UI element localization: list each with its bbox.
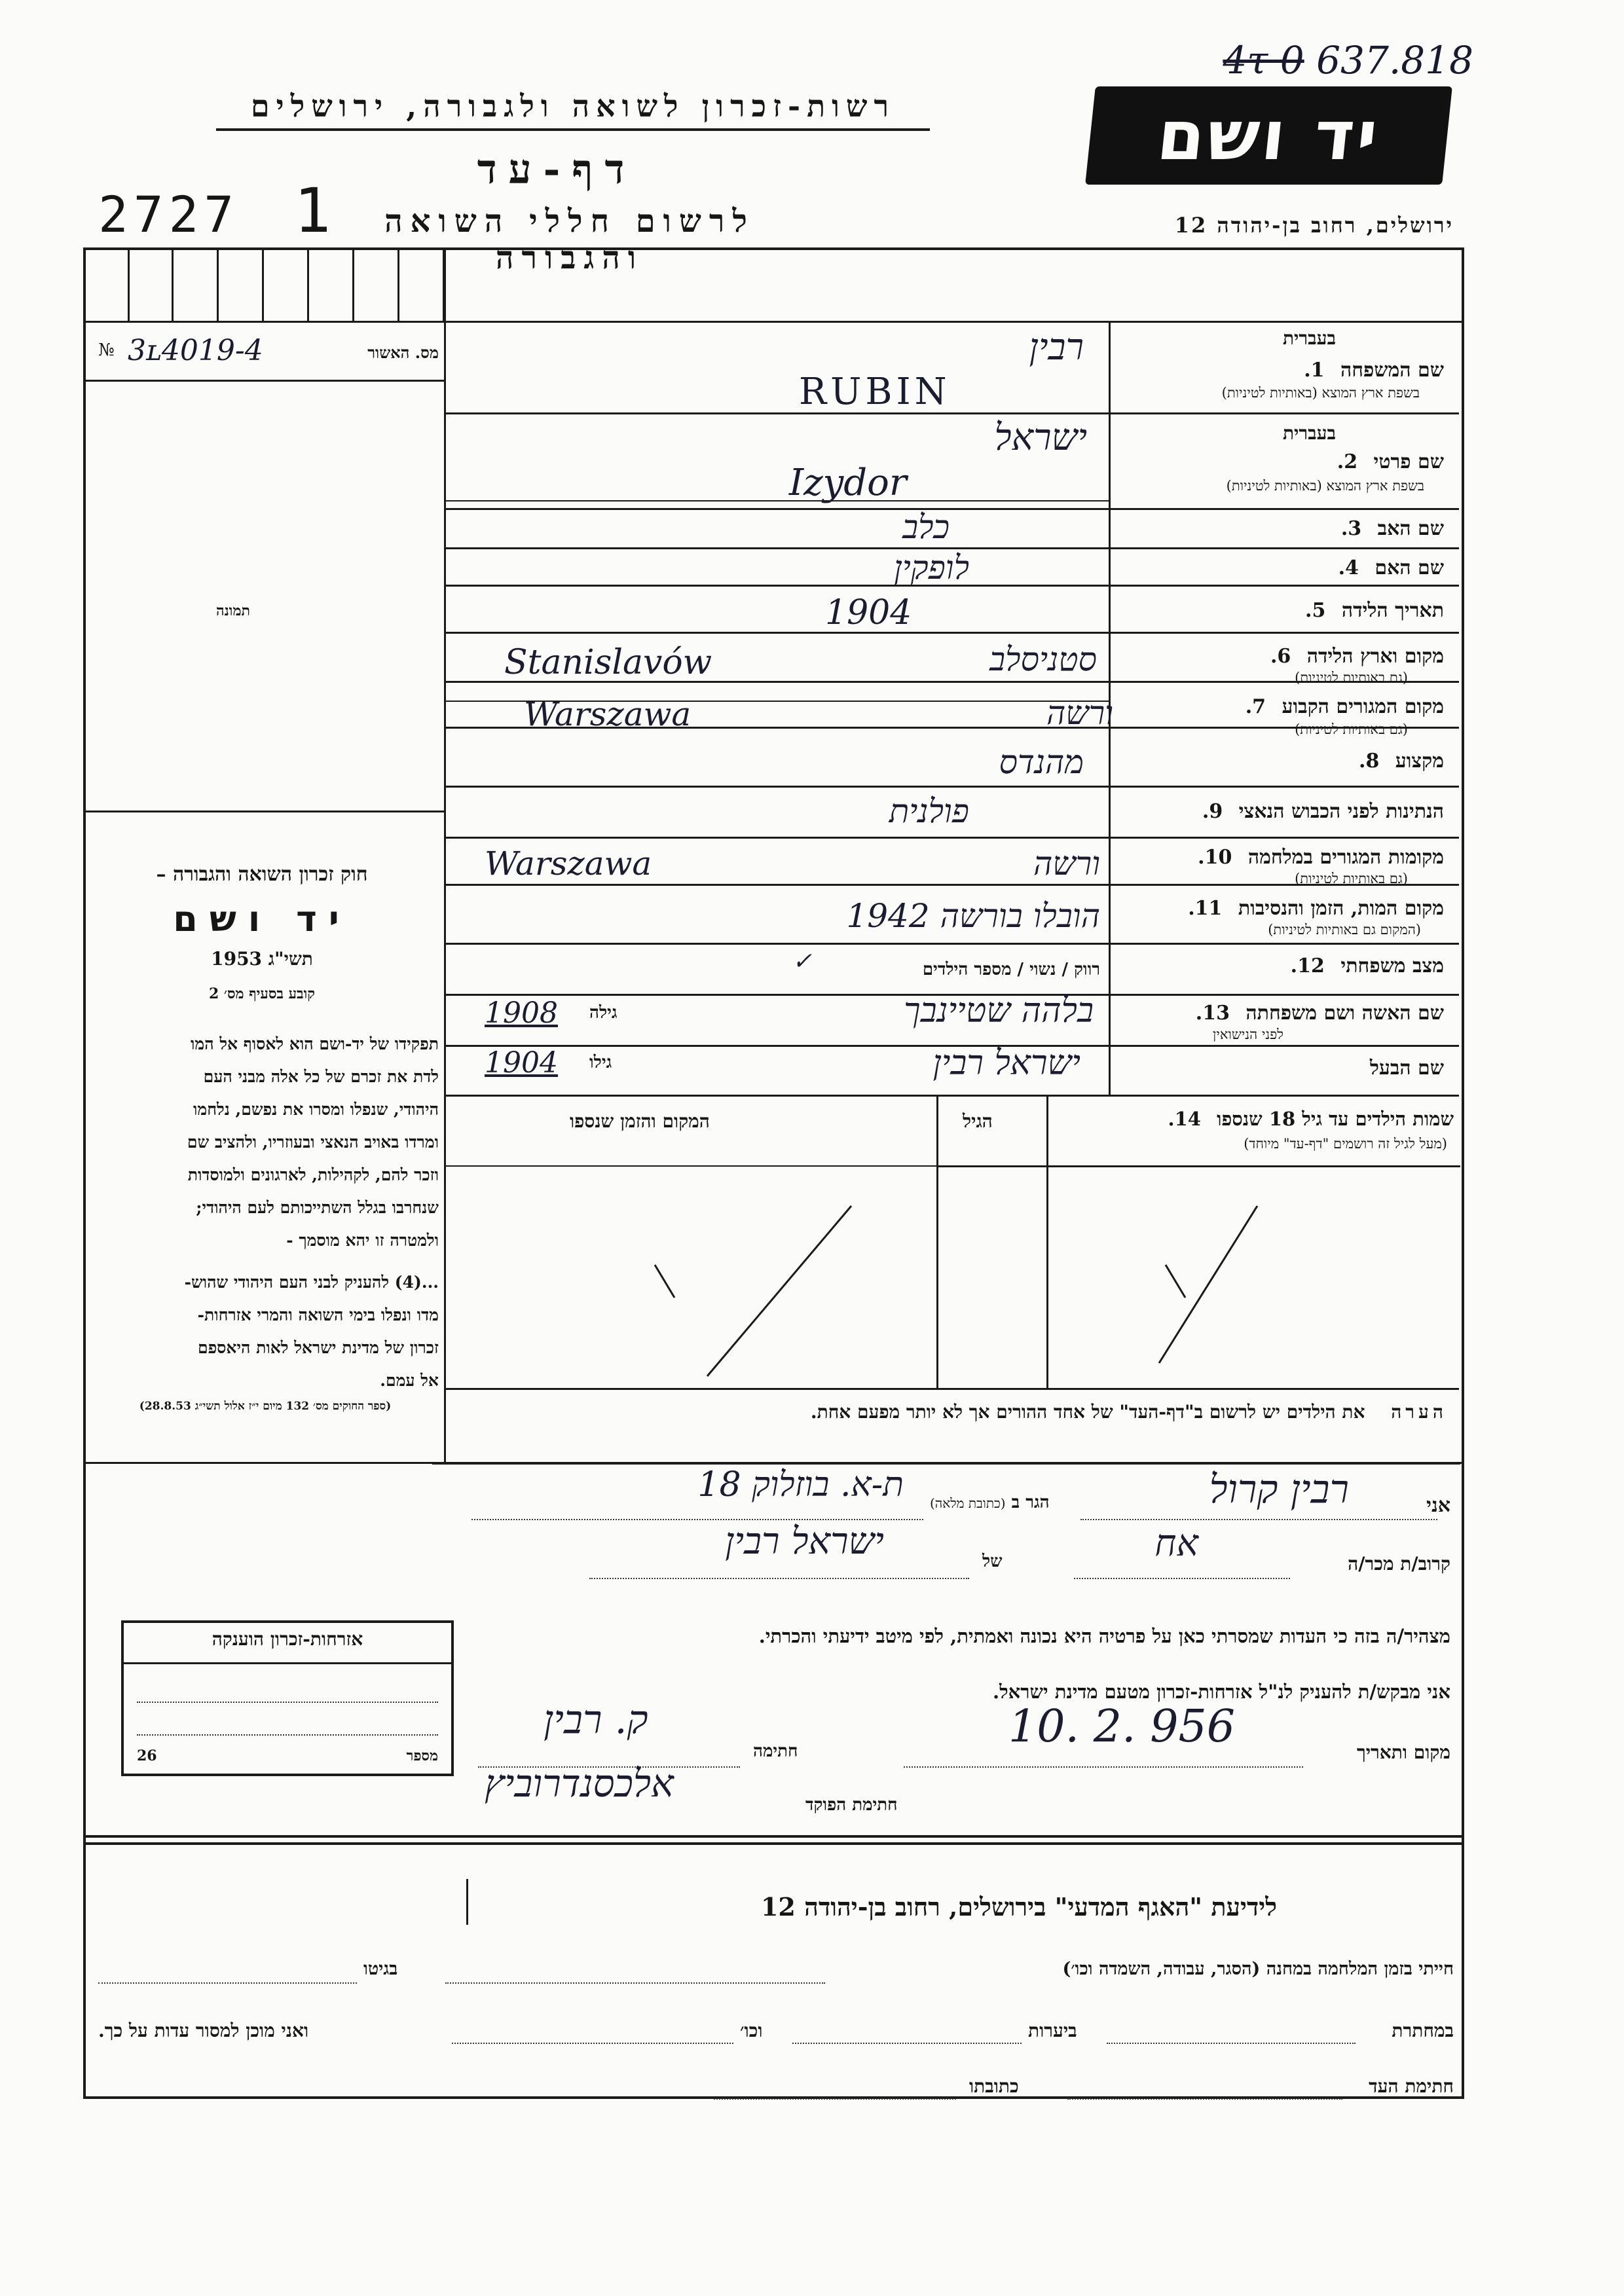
field-5-value: 1904 [825, 593, 912, 632]
field-13-text: שם האשה ושם משפחתה [1246, 1002, 1444, 1025]
field-9-value: פולנית [889, 792, 969, 830]
field-8-value: מהנדס [999, 743, 1084, 781]
footer-line3-b: כתובתו [969, 2075, 1019, 2097]
cell-divider [217, 249, 219, 322]
law-name: יד ושם [173, 898, 351, 939]
footer-line1-end: בגיטו [363, 1959, 398, 1979]
crossout-stroke [707, 1206, 851, 1376]
law-line: היהודי, שנפלו ומסרו את נפשם, נלחמו [193, 1100, 439, 1119]
row-line [444, 837, 1459, 839]
field-9-text: הנתינות לפני הכבוש הנאצי [1238, 800, 1444, 823]
note-label: הערה [1391, 1401, 1447, 1423]
field-12-number: 12. [1290, 955, 1325, 977]
children-number: 14. [1168, 1108, 1201, 1130]
footer-line2-dots [452, 2043, 733, 2044]
field-11-value: הובלו בורשה 1942 [846, 897, 1100, 935]
field-1-tag: בעברית [1282, 327, 1336, 349]
cell-divider [262, 249, 264, 322]
field-11-number: 11. [1188, 897, 1223, 920]
field-2-sub: בשפת ארץ המוצא (באותיות לטיניות) [1226, 478, 1424, 494]
stamp-number-value: 637.818 [1316, 38, 1473, 82]
law-reference: (ספר החוקים מס׳ 132 מיום י״ז אלול תשי״ג 28.8.53) [139, 1400, 392, 1413]
note-row [811, 1401, 1447, 1423]
form-title: דף-עד [477, 145, 637, 193]
citizenship-line [137, 1702, 438, 1703]
law-text [85, 1028, 439, 1397]
row-line [444, 943, 1459, 945]
crossout-stroke [1159, 1206, 1257, 1363]
stamp-number [1223, 38, 1473, 82]
citizenship-num-label: מספר [406, 1747, 438, 1764]
field-12-label [1291, 955, 1444, 977]
place-date-line [904, 1766, 1303, 1768]
authority-underline [216, 128, 930, 131]
footer-line1-dots [98, 1982, 357, 1984]
citizenship-line [137, 1734, 438, 1736]
footer-notice: לידיעת "האגף המדעי" בירושלים, רחוב בן-יהודה 12 [760, 1892, 1277, 1922]
husband-label: שם הבעל [1369, 1057, 1444, 1080]
logo-text: יד ושם [1153, 96, 1384, 175]
field-11-sub: (המקום גם באותיות לטיניות) [1268, 922, 1421, 938]
children-crossout [445, 1167, 1459, 1388]
citizenship-box [121, 1620, 454, 1776]
field-11-label [1188, 897, 1444, 920]
field-12-mid-label: רווק / נשוי / מספר הילדים [922, 960, 1100, 979]
field-1-label [1304, 359, 1444, 382]
field-9-number: 9. [1202, 800, 1223, 823]
field-2-value-latin: Izydor [789, 462, 907, 504]
field-10-value-latin: Warszawa [485, 845, 652, 883]
field-2-value-he: ישראל [994, 416, 1087, 459]
law-line: תפקידו של יד-ושם הוא לאסוף אל המו [191, 1034, 439, 1053]
citizenship-num-row [137, 1747, 438, 1764]
field-5-number: 5. [1305, 599, 1326, 622]
field-4-label [1338, 556, 1444, 579]
husband-age-label: גילו [589, 1053, 612, 1072]
clerk-label: חתימת הפוקד [805, 1795, 898, 1815]
form-subtitle: לרשום חללי השואה והגבורה [384, 203, 755, 276]
note-text: את הילדים יש לרשום ב"דף-העד" של אחד ההורים אך לא יותר מפעם אחת. [810, 1401, 1365, 1423]
field-2-label [1337, 450, 1444, 473]
field-2-text: שם פרטי [1373, 450, 1444, 473]
footer-notice-bar [466, 1879, 468, 1925]
field-5-label [1305, 599, 1444, 622]
row-line [444, 632, 1459, 634]
field-2-number: 2. [1337, 450, 1358, 473]
serial-line [83, 380, 445, 382]
field-9-label [1202, 800, 1444, 823]
field-8-number: 8. [1359, 750, 1380, 773]
place-date-value: 10. 2. 956 [1008, 1701, 1236, 1753]
relation-line [1074, 1578, 1290, 1579]
field-13-sub: לפני הנישואין [1213, 1027, 1283, 1042]
husband-value: ישראל רבין [932, 1044, 1080, 1083]
field-11-text: מקום המות, הזמן והנסיבות [1238, 897, 1444, 920]
field-2-tag: בעברית [1282, 422, 1336, 444]
field-6-label [1270, 645, 1444, 668]
footer-line2-d: ואני מוכן למסור עדות על כך. [98, 2020, 309, 2041]
cell-divider [352, 249, 354, 322]
field-3-text: שם האב [1377, 517, 1444, 540]
field-1-sub: בשפת ארץ המוצא (באותיות לטיניות) [1221, 385, 1420, 401]
row-line [444, 500, 1109, 501]
field-3-value: כלב [902, 508, 950, 546]
children-label [1168, 1108, 1454, 1131]
field-6-sub: (גם באותיות לטיניות) [1295, 670, 1408, 685]
signature-label: חתימה [753, 1741, 798, 1761]
row-line [444, 786, 1459, 788]
field-7-text: מקום המגורים הקבוע [1282, 695, 1444, 718]
field-12-value: ✓ [792, 948, 813, 975]
row-line [444, 508, 1459, 510]
law-line: זכרון של מדינת ישראל לאות היאספם [197, 1338, 439, 1357]
cell-divider [307, 249, 309, 322]
footer-line2-dots [792, 2043, 1022, 2044]
footer-line3-a: חתימת העד [1369, 2075, 1454, 2097]
children-text: שמות הילדים עד גיל 18 שנספו [1217, 1108, 1454, 1130]
husband-age: 1904 [485, 1046, 558, 1080]
law-section: קובע בסעיף מס׳ 2 [208, 985, 316, 1002]
children-place-col: המקום והזמן שנספו [570, 1110, 710, 1132]
law-line: שנחרבו בגלל השתייכותם לעם היהודי; [196, 1198, 439, 1217]
children-bottom-line [444, 1388, 1459, 1390]
field-12-text: מצב משפחתי [1340, 955, 1444, 977]
field-7-sub: (גם באותיות לטיניות) [1295, 721, 1408, 737]
note-bottom [432, 1462, 1460, 1465]
field-1-text: שם המשפחה [1340, 359, 1444, 382]
law-line: מדו ונפלו בימי השואה והמרי אזרחות- [197, 1305, 439, 1324]
footer-line1-dots [445, 1982, 825, 1984]
law-line: ולמטרה זו יהא מוסמך - [286, 1231, 439, 1250]
logo [1085, 86, 1452, 185]
file-number-value: 2727 [98, 185, 240, 244]
serial-value: 3ʟ4019-4 [128, 334, 263, 367]
cell-divider [397, 249, 399, 322]
file-number [98, 175, 336, 247]
address: ירושלים, רחוב בן-יהודה 12 [1174, 213, 1454, 238]
cell-divider [172, 249, 174, 322]
field-8-text: מקצוע [1395, 750, 1444, 773]
relation-value: אח [1154, 1522, 1198, 1565]
row-line [444, 1095, 1459, 1097]
footer-line1-label: חייתי בזמן המלחמה במחנה (הסגר, עבודה, השמדה וכו׳) [1062, 1959, 1454, 1979]
top-strip-line [83, 321, 1462, 323]
footer-line3-dots [714, 2098, 956, 2100]
of-name: ישראל רבין [725, 1520, 884, 1563]
of-line [589, 1578, 969, 1579]
law-year: תשי"ג 1953 [211, 948, 313, 970]
crossout-tick [1166, 1265, 1185, 1298]
law-line: אל עמם. [380, 1371, 439, 1390]
field-10-sub: (גם באותיות לטיניות) [1295, 871, 1408, 886]
serial-prefix: № [98, 340, 115, 360]
field-10-number: 10. [1198, 846, 1232, 869]
signature-value: ק. רבין [544, 1697, 648, 1743]
field-6-value-he: סטניסלב [989, 640, 1097, 678]
field-13-number: 13. [1195, 1002, 1230, 1025]
footer-line1 [1063, 1959, 1454, 1979]
field-13-age: 1908 [485, 996, 558, 1030]
field-1-value-he: רבין [1029, 326, 1084, 369]
footer-line2-dots [1107, 2043, 1356, 2044]
resides-sub: (כתובת מלאה) [930, 1495, 1006, 1511]
field-4-value: לופקין [894, 549, 969, 587]
request-text: אני מבקש/ת להעניק לנ"ל אזרחות-זכרון מטעם מדינת ישראל. [992, 1681, 1450, 1703]
field-4-number: 4. [1338, 556, 1359, 579]
serial-row [92, 334, 439, 373]
clerk-signature: אלכסנדרוביץ [485, 1761, 674, 1806]
footer-double-line [83, 1842, 1462, 1845]
photo-label: תמונה [216, 602, 250, 619]
field-3-label [1341, 517, 1444, 540]
field-6-number: 6. [1270, 645, 1291, 668]
field-1-value-latin: RUBIN [799, 371, 951, 413]
field-10-value-he: ורשה [1033, 845, 1100, 883]
footer-double-line [83, 1835, 1462, 1838]
footer-line2-b: ביערות [1028, 2020, 1077, 2041]
field-4-text: שם האם [1375, 556, 1444, 579]
stamp-strike: 4τ 0 [1223, 38, 1304, 82]
field-13-age-label: גילה [589, 1003, 618, 1023]
field-6-value-latin: Stanislavów [504, 643, 712, 682]
serial-label: מס. האשור [367, 343, 439, 362]
declarant-name: רבין קרול [1209, 1467, 1349, 1512]
declaration-text: מצהיר/ה בזה כי העדות שמסרתי כאן על פרטיה היא נכונה ואמתית, לפי מיטב ידיעתי והכרתי. [758, 1625, 1450, 1647]
citizenship-num: 26 [137, 1747, 157, 1764]
footer-line3-dots [1067, 2098, 1342, 2100]
field-10-text: מקומות המגורים במלחמה [1247, 846, 1444, 869]
law-line: וזכר להם, לקהילות, לארגונים ולמוסדות [187, 1165, 439, 1184]
file-number-suffix: 1 [293, 175, 337, 247]
footer-line2-a: במחתרת [1392, 2020, 1454, 2041]
law-line: ...(4) להעניק לבני העם היהודי שהוש- [184, 1273, 439, 1292]
field-1-number: 1. [1304, 359, 1325, 382]
field-7-number: 7. [1245, 695, 1266, 718]
field-6-text: מקום וארץ הלידה [1306, 645, 1444, 668]
resides-text: הגר ב [1011, 1493, 1050, 1512]
authority-name: רשות-זכרון לשואה ולגבורה, ירושלים [250, 88, 896, 124]
law-line: לדת את זכרם של כל אלה מבני העם [203, 1067, 439, 1086]
law-line: ומרדו באויב הנאצי ובעוזריו, ולהציב שם [187, 1133, 439, 1152]
children-sub: (מעל לגיל זה רושמים "דף-עד" מיוחד) [1244, 1136, 1447, 1152]
relation-label: קרוב/ת מכר/ה [1348, 1553, 1450, 1575]
crossout-tick [655, 1265, 674, 1298]
field-10-label [1198, 846, 1444, 869]
law-box-top [83, 811, 445, 812]
place-date-label: מקום ותאריך [1356, 1741, 1450, 1763]
cell-divider [128, 249, 130, 322]
field-7-value-latin: Warszawa [524, 695, 692, 733]
footer-line2-c: וכו׳ [740, 2020, 763, 2041]
resides-label [930, 1493, 1050, 1512]
field-7-label [1246, 695, 1444, 718]
declarant-address: ת-א. בוזלוק 18 [697, 1465, 904, 1504]
declarant-i-label: אני [1426, 1494, 1450, 1517]
of-label: של [982, 1552, 1003, 1571]
field-5-text: תאריך הלידה [1341, 599, 1444, 622]
field-8-label [1359, 750, 1444, 773]
law-title: חוק זכרון השואה והגבורה – [156, 863, 368, 886]
row-line [444, 412, 1459, 414]
children-age-col: הגיל [963, 1110, 993, 1132]
declarant-name-line [1080, 1519, 1437, 1520]
field-7-value-he: ורשה [1046, 694, 1113, 732]
citizenship-title-line [124, 1662, 451, 1664]
field-13-value: בלהה שטיינבך [904, 991, 1094, 1030]
citizenship-title: אזרחות-זכרון הוענקה [212, 1628, 363, 1650]
field-13-label [1196, 1002, 1444, 1025]
field-3-number: 3. [1340, 517, 1362, 540]
